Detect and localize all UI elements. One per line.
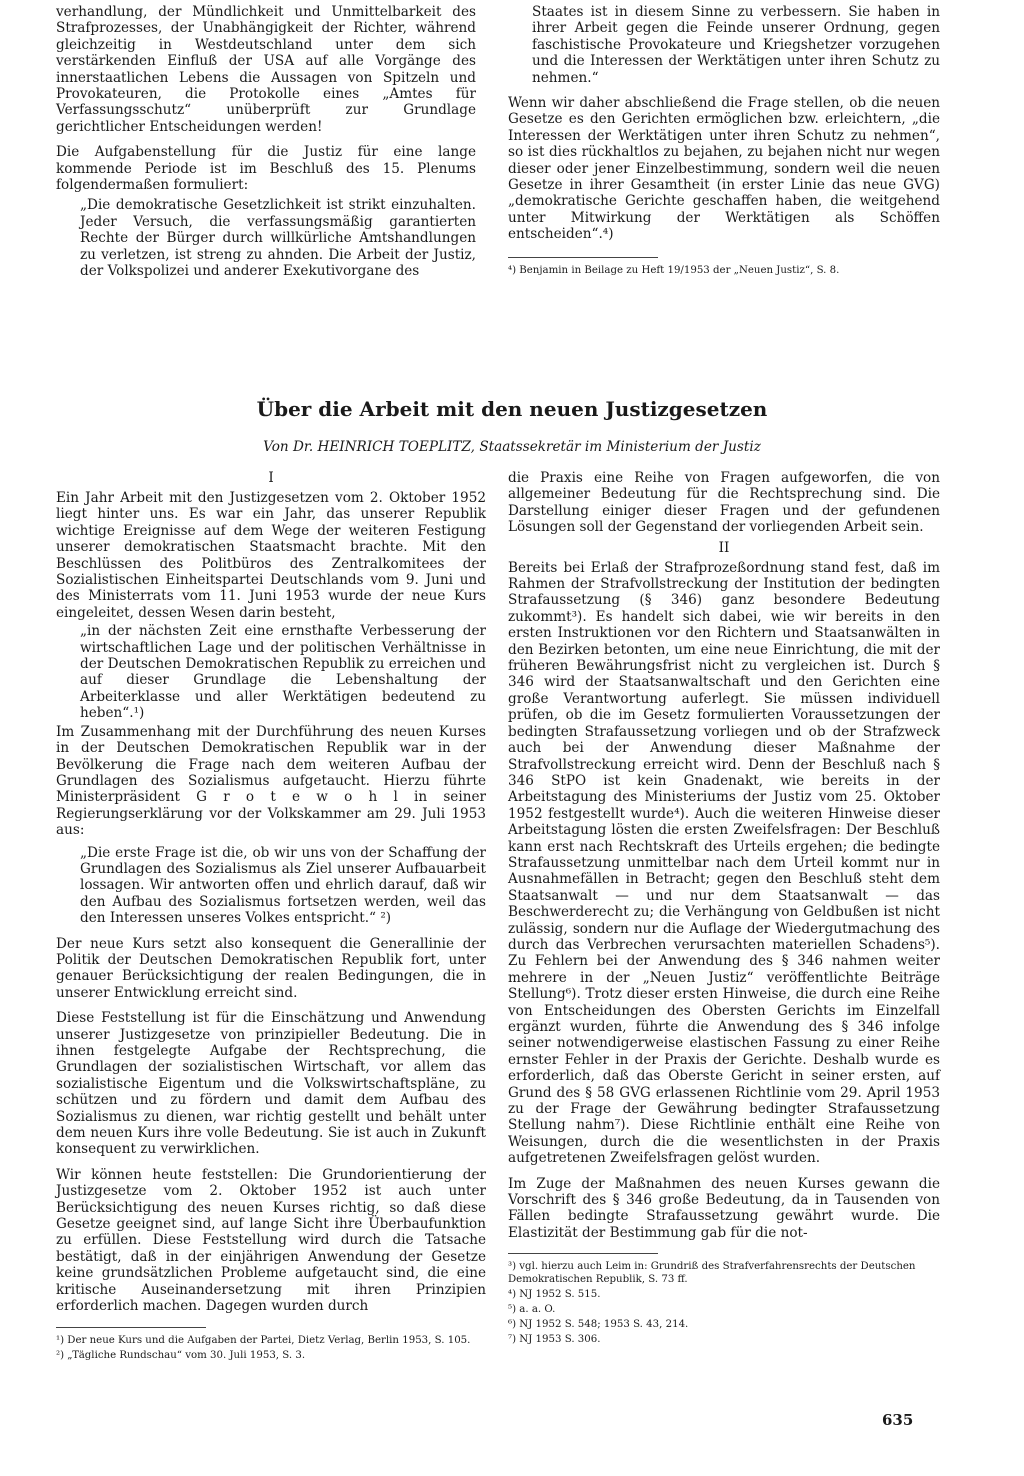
footnote-rule — [508, 257, 658, 258]
footnote: ⁶) NJ 1952 S. 548; 1953 S. 43, 214. — [508, 1319, 689, 1331]
paragraph: Im Zusammenhang mit der Durchführung des neuen Kurses in der Deutschen Demokratischen Republik war in der Bevölkerung die Frage nach dem weiteren Aufbau der Grundlagen des Sozialismus aufgetaucht. Hierzu führte Ministerpräsident G r o t e w o h l in seiner Regierungserklärung vor der Volkskammer am 29. Juli 1953 aus: — [56, 723, 486, 839]
block-quote: „Die demokratische Gesetzlichkeit ist strikt einzuhalten. Jeder Versuch, die verfassungsmäßig garantierten Rechte der Bürger durch willkürliche Amtshandlungen zu verletzen, ist streng zu ahnden. Die Arbeit der Justiz, der Volkspolizei und anderer Exekutivorgane des — [80, 197, 476, 280]
footnote: ⁴) Benjamin in Beilage zu Heft 19/1953 der „Neuen Justiz“, S. 8. — [508, 264, 840, 276]
paragraph: verhandlung, der Mündlichkeit und Unmittelbarkeit des Strafprozesses, der Unabhängigkeit der Richter, während gleichzeitig in Westdeutschland unter dem sich verstärkenden Einfluß der USA auf alle Vorgänge des innerstaatlichen Lebens die Aussagen von Spitzeln und Provokateuren, die Protokolle eines „Amtes für Verfassungsschutz“ unüberprüft zur Grundlage gerichtlicher Entscheidungen werden! — [56, 4, 476, 135]
footnote: ⁵) a. a. O. — [508, 1304, 556, 1316]
block-quote: Staates ist in diesem Sinne zu verbessern. Sie haben in ihrer Arbeit gegen die Feinde unserer Ordnung, gegen faschistische Provokateure und Kriegshetzer vorzugehen und die Interessen der Werktätigen unter ihren Schutz zu nehmen.“ — [532, 4, 940, 86]
article-byline: Von Dr. HEINRICH TOEPLITZ, Staatssekretär im Ministerium der Justiz — [263, 439, 761, 455]
paragraph: Im Zuge der Maßnahmen des neuen Kurses gewann die Vorschrift des § 346 große Bedeutung, da in Tausenden von Fällen bedingte Strafaussetzung gewährt wurde. Die Elastizität der Bestimmung gab für die not- — [508, 1175, 940, 1241]
footnote: ¹) Der neue Kurs und die Aufgaben der Partei, Dietz Verlag, Berlin 1953, S. 105. — [56, 1334, 471, 1346]
section-number: I — [268, 470, 274, 486]
top-left-column — [56, 4, 476, 289]
footnote: ⁴) NJ 1952 S. 515. — [508, 1289, 601, 1301]
paragraph: Die Aufgabenstellung für die Justiz für eine lange kommende Periode ist im Beschluß des 15. Plenums folgendermaßen formuliert: — [56, 144, 476, 194]
paragraph: die Praxis eine Reihe von Fragen aufgeworfen, die von allgemeiner Bedeutung für die Rechtsprechung sind. Die Darstellung einiger dieser Fragen und der gefundenen Lösungen soll der Gegenstand der vorliegenden Arbeit sein. — [508, 470, 940, 536]
footnote-rule — [508, 1253, 658, 1254]
right-column — [508, 470, 940, 1348]
footnote: ²) „Tägliche Rundschau“ vom 30. Juli 1953, S. 3. — [56, 1349, 306, 1361]
paragraph: Bereits bei Erlaß der Strafprozeßordnung stand fest, daß im Rahmen der Strafvollstreckung der Institution der bedingten Strafaussetzung (§ 346) ganz besondere Bedeutung zukommt³). Es handelt sich dabei, wie wir bereits in den ersten Instruktionen vor den Richtern und Staatsanwälten in den Bezirken betonten, um eine neue Einrichtung, die mit der früheren Bewährungsfrist nicht zu vergleichen ist. Durch § 346 wird der Staatsanwaltschaft und den Gerichten eine große Verantwortung auferlegt. Sie müssen individuell prüfen, ob die im Gesetz formulierten Voraussetzungen der bedingten Strafaussetzung vorliegen und ob der Strafzweck auch bei der Anwendung dieser Maßnahme der Strafvollstreckung erreicht wird. Denn der Beschluß nach § 346 StPO ist kein Gnadenakt, wie bereits in der Arbeitstagung des Ministeriums der Justiz vom 25. Oktober 1952 festgestellt wurde⁴). Auch die weiteren Hinweise dieser Arbeitstagung lösten die ersten Zweifelsfragen: Der Beschluß kann erst nach Rechtskraft des Urteils ergehen; die bedingte Strafaussetzung unmittelbar nach dem Urteil kommt nur in Ausnahmefällen in Betracht; gegen den Beschluß steht dem Staatsanwalt — und nur dem Staatsanwalt — das Beschwerderecht zu; die Verhängung von Geldbußen ist nicht zulässig, sondern nur die Auflage der Wiedergutmachung des durch das Verbrechen verursachten materiellen Schadens⁵). Zu Fehlern bei der Anwendung des § 346 nahmen weiter mehrere in der „Neuen Justiz“ veröffentlichte Beiträge Stellung⁶). Trotz dieser ersten Hinweise, die durch eine Reihe von Entscheidungen des Obersten Gerichts im Einzelfall ergänzt wurden, führte die Anwendung des § 346 infolge seiner notwendigerweise elastischen Fassung zu einer Reihe ernster Fehler in der Praxis der Gerichte. Deshalb wurde es erforderlich, daß das Oberste Gericht in seiner ersten, auf Grund des § 58 GVG erlassenen Richtlinie vom 29. April 1953 zu der Frage der Gewährung bedingter Strafaussetzung Stellung nahm⁷). Diese Richtlinie enthält eine Reihe von Weisungen, durch die die wesentlichsten in der Praxis aufgetretenen Zweifelsfragen gelöst wurden. — [508, 559, 940, 1167]
paragraph: Diese Feststellung ist für die Einschätzung und Anwendung unserer Justizgesetze von prinzipieller Bedeutung. Die in ihnen festgelegte Aufgabe der Rechtsprechung, die Grundlagen der sozialistischen Wirtschaft, vor allem das sozialistische Eigentum und die Volkswirtschaftspläne, zu schützen und zu fördern und damit dem Aufbau des Sozialismus zu dienen, war richtig gestellt und behält unter dem neuen Kurs ihre volle Bedeutung. Sie ist auch in Zukunft konsequent zu verwirklichen. — [56, 1010, 486, 1158]
paragraph: Wenn wir daher abschließend die Frage stellen, ob die neuen Gesetze es den Gerichten ermöglichen bzw. erleichtern, „die Interessen der Werktätigen unter ihren Schutz zu nehmen“, so ist dies rückhaltlos zu bejahen, zu bejahen nicht nur wegen dieser oder jener Einzelbestimmung, sondern weil die neuen Gesetze in ihrer Gesamtheit (in erster Linie das neue GVG) „demokratische Gerichte geschaffen haben, die weitgehend unter Mitwirkung der Werktätigen als Schöffen entscheiden“.⁴) — [508, 95, 940, 243]
section-number: II — [718, 539, 730, 556]
paragraph: Ein Jahr Arbeit mit den Justizgesetzen vom 2. Oktober 1952 liegt hinter uns. Es war ein Jahr, das unserer Republik wichtige Ereignisse auf dem Wege der weiteren Festigung unserer demokratischen Staatsmacht brachte. Mit den Beschlüssen des Politbüros des Zentralkomitees der Sozialistischen Einheitspartei Deutschlands vom 9. Juni und des Ministerrats vom 11. Juni 1953 wurde der neue Kurs eingeleitet, dessen Wesen darin besteht, — [56, 490, 486, 621]
block-quote: „in der nächsten Zeit eine ernsthafte Verbesserung der wirtschaftlichen Lage und der politischen Verhältnisse in der Deutschen Demokratischen Republik zu erreichen und auf dieser Grundlage die Lebenshaltung der Arbeiterklasse und aller Werktätigen bedeutend zu heben“.¹) — [80, 623, 486, 722]
paragraph: Wir können heute feststellen: Die Grundorientierung der Justizgesetze vom 2. Oktober 1952 ist auch unter Berücksichtigung des neuen Kurses richtig, so daß diese Gesetze geeignet sind, auf lange Sicht ihre Überbaufunktion zu erfüllen. Diese Feststellung wird durch die Tatsache bestätigt, daß in der einjährigen Anwendung der Gesetze keine grundsätzlichen Probleme aufgetaucht sind, die eine kritische Auseinandersetzung mit ihren Prinzipien erforderlich machen. Dagegen wurden durch — [56, 1166, 486, 1315]
footnote-rule — [56, 1327, 206, 1328]
page-number: 635 — [882, 1411, 914, 1429]
article-title: Über die Arbeit mit den neuen Justizgesetzen — [256, 397, 768, 421]
top-right-column — [508, 4, 940, 279]
footnote: ⁷) NJ 1953 S. 306. — [508, 1334, 601, 1346]
footnote: ³) vgl. hierzu auch Leim in: Grundriß des Strafverfahrensrechts der Deutschen Demokratischen Republik, S. 73 ff. — [508, 1261, 916, 1286]
left-column — [56, 470, 486, 1364]
block-quote: „Die erste Frage ist die, ob wir uns von der Schaffung der Grundlagen des Sozialismus als Ziel unserer Aufbauarbeit lossagen. Wir antworten offen und ehrlich darauf, daß wir den Aufbau des Sozialismus fortsetzen werden, weil das den Interessen unseres Volkes entspricht.“ ²) — [80, 844, 486, 927]
paragraph: Der neue Kurs setzt also konsequent die Generallinie der Politik der Deutschen Demokratischen Republik fort, unter genauer Berücksichtigung der realen Bedingungen, die in unserer Entwicklung erreicht sind. — [56, 935, 486, 1001]
